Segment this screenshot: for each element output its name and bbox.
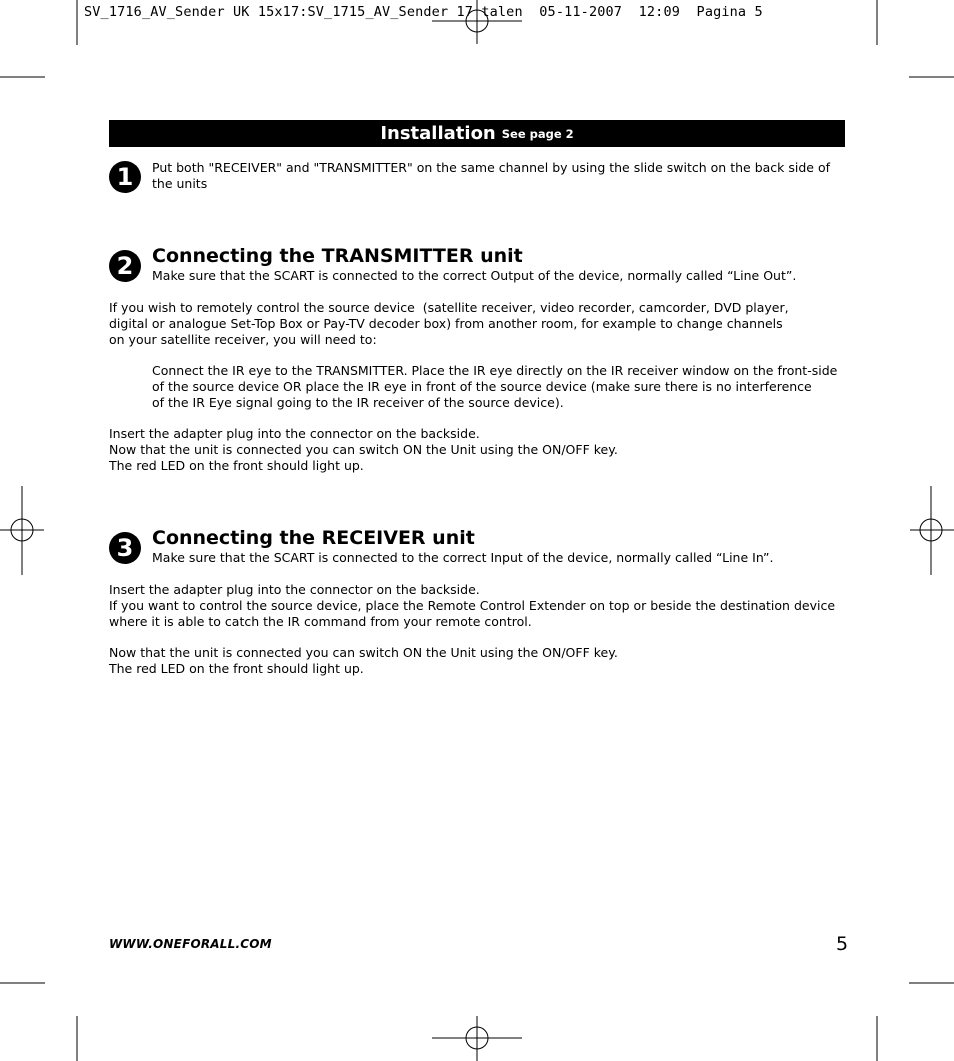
footer-website: WWW.ONEFORALL.COM (109, 937, 272, 951)
step-2-paragraph-3: Insert the adapter plug into the connector on the backside. Now that the unit is connected you can switch ON the Unit using the ON/OFF key. The red LED on the front should light up. (109, 426, 618, 473)
step-3-intro: Make sure that the SCART is connected to the correct Input of the device, normally called “Line In”. (152, 550, 774, 565)
banner-title: Installation (380, 123, 496, 144)
step-2-heading: Connecting the TRANSMITTER unit (152, 245, 523, 267)
banner-subtitle: See page 2 (501, 126, 574, 141)
step-2-intro: Make sure that the SCART is connected to the correct Output of the device, normally called “Line Out”. (152, 268, 797, 283)
step-3-number: 3 (109, 532, 141, 564)
step-3-paragraph-2: Now that the unit is connected you can switch ON the Unit using the ON/OFF key. The red LED on the front should light up. (109, 645, 618, 676)
step-2-number: 2 (109, 250, 141, 282)
section-banner (109, 120, 845, 147)
step-2-paragraph-1: If you wish to remotely control the source device (satellite receiver, video recorder, camcorder, DVD player, digital or analogue Set-Top Box or Pay-TV decoder box) from another room, for example to change channels on your satellite receiver, you will need to: (109, 300, 789, 347)
step-2-paragraph-2: Connect the IR eye to the TRANSMITTER. Place the IR eye directly on the IR receiver window on the front-side of the source device OR place the IR eye in front of the source device (make sure there is no interference of the IR Eye signal going to the IR receiver of the source device). (152, 363, 838, 410)
print-slug: SV_1716_AV_Sender UK 15x17:SV_1715_AV_Sender 17 talen 05-11-2007 12:09 Pagina 5 (84, 4, 763, 20)
step-1-text: Put both "RECEIVER" and "TRANSMITTER" on the same channel by using the slide switch on the back side of the units (152, 160, 831, 191)
step-3-paragraph-1: Insert the adapter plug into the connector on the backside. If you want to control the source device, place the Remote Control Extender on top or beside the destination device where it is able to catch the IR command from your remote control. (109, 582, 836, 629)
step-3-heading: Connecting the RECEIVER unit (152, 527, 475, 549)
page-number: 5 (836, 933, 849, 955)
step-1-number: 1 (109, 161, 141, 193)
